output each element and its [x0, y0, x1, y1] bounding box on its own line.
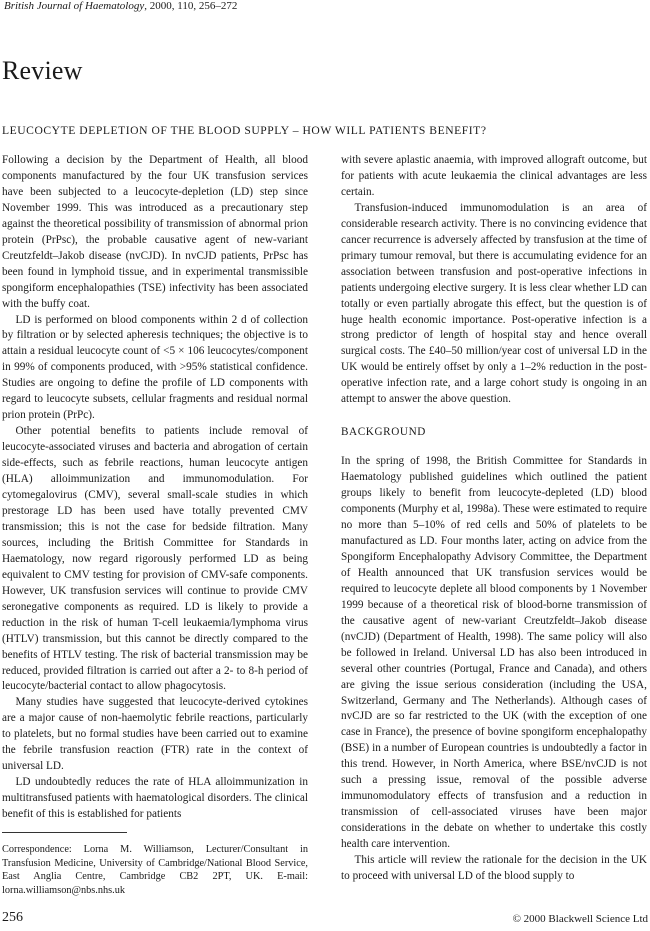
right-paragraph-1: with severe aplastic anaemia, with improved allograft outcome, but for patients with acute leukaemia the clinical advantages are less certain.: [341, 154, 647, 198]
right-column: [341, 153, 647, 885]
section-heading-background: BACKGROUND: [341, 426, 426, 439]
left-paragraph-2: LD is performed on blood components within 2 d of collection by filtration or by selected apheresis techniques; the objective is to attain a residual leucocyte count of <5 × 106 leucocytes/component in 99% of components produced, with >95% statistical confidence. Studies are ongoing to define the profile of LD components with regard to leucocyte subsets, cellular fragments and residual normal prion protein (PrPc).: [2, 313, 308, 422]
left-paragraph-4: Many studies have suggested that leucocyte-derived cytokines are a major cause of non-haemolytic febrile reactions, particularly to platelets, but no formal studies have been carried out to examine the febrile transfusion reaction (FTR) rate in the context of universal LD.: [2, 696, 308, 773]
journal-name: British Journal of Haematology: [4, 0, 145, 12]
right-paragraph-4: This article will review the rationale for the decision in the UK to proceed with universal LD of the blood supply to: [341, 854, 647, 882]
right-paragraph-2: Transfusion-induced immunomodulation is an area of considerable research activity. There is no convincing evidence that cancer recurrence is adversely affected by transfusion at the time of primary tumour removal, but there is accumulating evidence for an association between transfusion and post-operative infections in patients undergoing elective surgery. It is less clear whether LD can totally or even partially abrogate this effect, but the question is of huge health economic importance. Post-operative infection is a strong predictor of length of hospital stay and hence overall surgical costs. The £40–50 million/year cost of universal LD in the UK would be entirely offset by only a 1–2% reduction in the post-operative infection rate, and a large cohort study is ongoing in an attempt to answer the above question.: [341, 201, 647, 406]
page-number: 256: [2, 910, 23, 925]
left-column: [2, 153, 308, 823]
left-paragraph-5: LD undoubtedly reduces the rate of HLA alloimmunization in multitransfused patients with haematological disorders. The clinical benefit of this is established for patients: [2, 776, 308, 821]
copyright-notice: © 2000 Blackwell Science Ltd: [512, 913, 648, 925]
section-label: Review: [2, 56, 83, 85]
correspondence-footnote: Correspondence: Lorna M. Williamson, Lecturer/Consultant in Transfusion Medicine, University of Cambridge/National Blood Service, East Anglia Centre, Cambridge CB2 2PT, UK. E-mail: lorna.williamson@nbs.nhs.uk: [2, 844, 308, 896]
right-paragraph-3: In the spring of 1998, the British Committee for Standards in Haematology published guidelines which outlined the patient groups likely to benefit from leucocyte-depleted (LD) blood components (Murphy et al, 1998a). These were estimated to require no more than 5–10% of red cells and 50% of platelets to be manufactured as LD. Four months later, acting on advice from the Spongiform Encephalopathy Advisory Committee, the Department of Health announced that UK transfusion services would be required to leucocyte deplete all blood components by 1 November 1999 because of a theoretical risk of blood-borne transmission of the causative agent of new-variant Creutzfeldt–Jakob disease (nvCJD) (Department of Health, 1998). The same policy will also be followed in Ireland. Universal LD has also been introduced in several other countries (Portugal, France and Canada), and others are giving the issue serious consideration (including the USA, Switzerland, Germany and The Netherlands). Although cases of nvCJD are so far restricted to the UK (with the exception of one case in France), the presence of bovine spongiform encephalopathy (BSE) in a number of European countries is undoubtedly a factor in this trend. However, in North America, where BSE/nvCJD is not such a pressing issue, removal of the possible adverse immunomodulatory effects of transfusion and a reduction in transmission of cell-associated viruses have been major considerations in the debate on whether to undertake this costly health care intervention.: [341, 455, 647, 851]
running-head: [4, 0, 237, 12]
article-title: LEUCOCYTE DEPLETION OF THE BLOOD SUPPLY – HOW WILL PATIENTS BENEFIT?: [2, 124, 487, 137]
left-paragraph-3: Other potential benefits to patients include removal of leucocyte-associated viruses and bacteria and abrogation of certain side-effects, such as febrile reactions, human leucocyte antigen (HLA) alloimmunization and immunomodulation. For cytomegalovirus (CMV), several small-scale studies in which prestorage LD has been used have totally prevented CMV transmission; this is not the case for bedside filtration. Many sources, including the British Committee for Standards in Haematology, now regard rigorously performed LD as being equivalent to CMV testing for provision of CMV-safe components. However, UK transfusion services will continue to provide CMV seronegative components as required. LD is likely to provide a reduction in the risk of human T-cell leukaemia/lymphoma virus (HTLV) transmission, but this cannot be directly compared to the benefits of HTLV testing. The risk of bacterial transmission may be reduced, provided filtration is carried out after a 2- to 8-h period of leucocyte/bacterial contact to allow phagocytosis.: [2, 425, 308, 693]
journal-citation: , 2000, 110, 256–272: [144, 0, 238, 12]
footnote-divider: [2, 832, 127, 833]
left-paragraph-1: Following a decision by the Department of Health, all blood components manufactured by the four UK transfusion services have been subjected to a leucocyte-depletion (LD) step since November 1999. This was introduced as a precautionary step against the theoretical possibility of transmission of abnormal prion protein (PrPsc), the probable causative agent of new-variant Creutzfeldt–Jakob disease (nvCJD). In nvCJD patients, PrPsc has been found in lymphoid tissue, and in experimental transmissible spongiform encephalopathies (TSE) infectivity has been associated with the buffy coat.: [2, 154, 308, 310]
